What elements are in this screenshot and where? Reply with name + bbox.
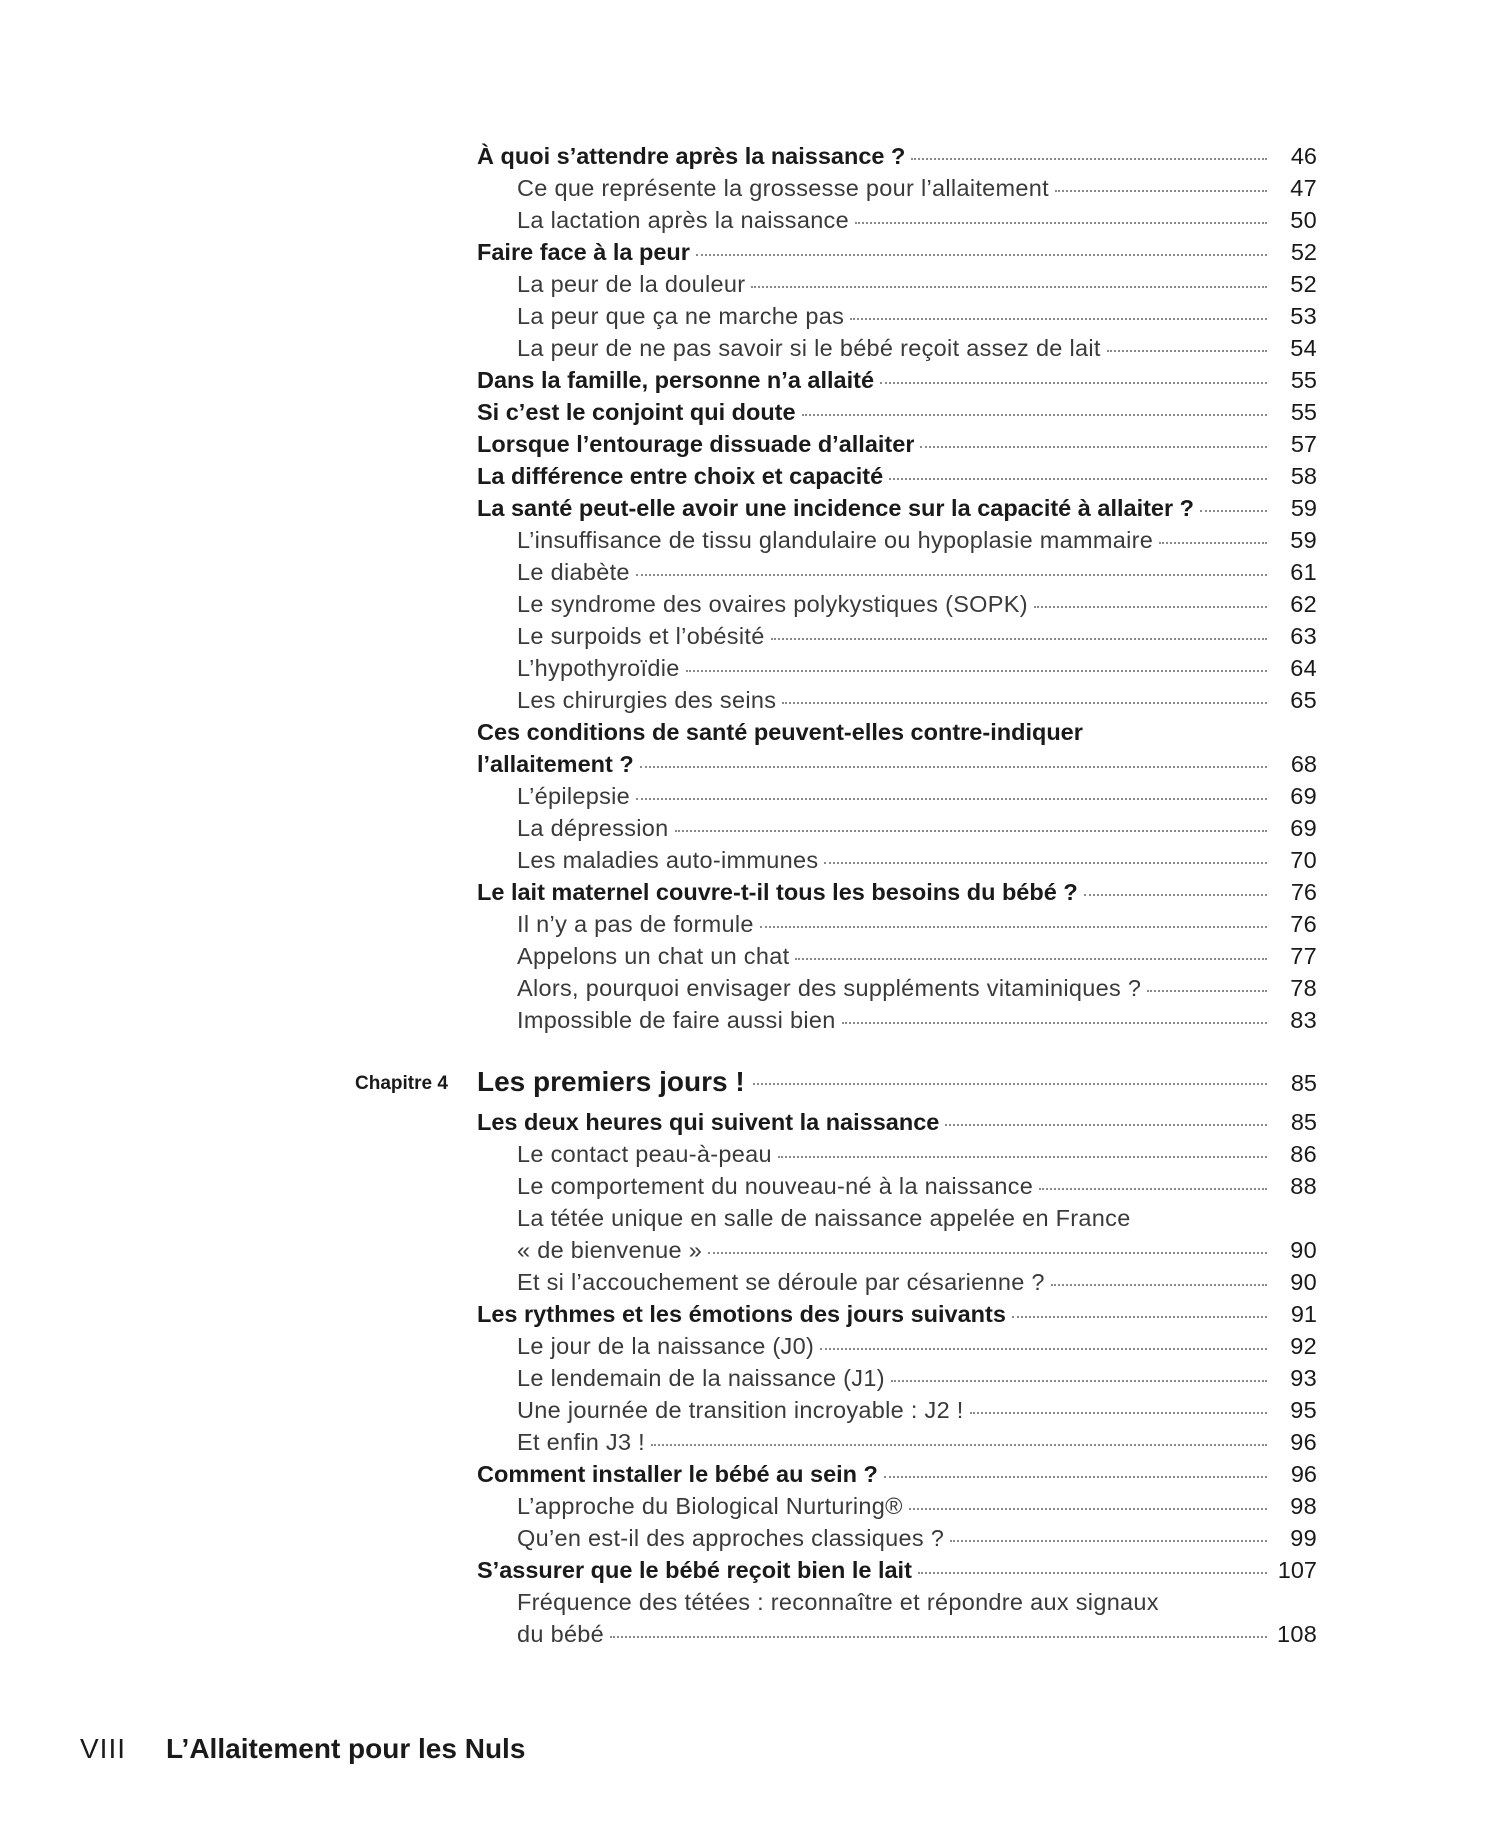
dot-leader [842, 1022, 1267, 1024]
chapter-number: Chapitre 4 [355, 1073, 448, 1094]
page-footer [80, 1733, 525, 1765]
toc-entry-label: La peur de ne pas savoir si le bébé reçoit assez de lait [517, 335, 1101, 361]
dot-leader [909, 1508, 1267, 1510]
toc-entry-page-number: 55 [1290, 399, 1317, 425]
toc-entry-page-number: 59 [1290, 527, 1317, 553]
toc-entry-label: L’hypothyroïdie [517, 655, 680, 681]
toc-entry-heading[interactable] [477, 1458, 1317, 1490]
toc-entry-page-number: 69 [1290, 815, 1317, 841]
toc-entry-heading[interactable] [477, 428, 1317, 460]
page-folio: VIII [80, 1733, 127, 1764]
toc-entry-label: Ces conditions de santé peuvent-elles contre-indiquer [477, 719, 1083, 745]
toc-entry-heading[interactable] [477, 1554, 1317, 1586]
dot-leader [782, 702, 1267, 704]
toc-entry-label: Et enfin J3 ! [517, 1429, 645, 1455]
toc-entry-label: Les deux heures qui suivent la naissance [477, 1109, 940, 1135]
dot-leader [970, 1412, 1267, 1414]
toc-entry-label: Le syndrome des ovaires polykystiques (SOPK) [517, 591, 1028, 617]
toc-entry-heading[interactable] [477, 1298, 1317, 1330]
toc-entry-page-number: 90 [1290, 1269, 1317, 1295]
toc-entry-page-number: 88 [1290, 1173, 1317, 1199]
toc-entry-heading[interactable] [477, 716, 1317, 748]
toc-entry-label: La tétée unique en salle de naissance appelée en France [517, 1205, 1131, 1231]
dot-leader [753, 1083, 1267, 1085]
dot-leader [920, 446, 1267, 448]
dot-leader [651, 1444, 1267, 1446]
toc-entry-subheading[interactable] [477, 300, 1317, 332]
dot-leader [1051, 1284, 1267, 1286]
toc-entry-page-number: 95 [1290, 1397, 1317, 1423]
toc-entry-label: Le contact peau-à-peau [517, 1141, 772, 1167]
toc-entry-label: Les chirurgies des seins [517, 687, 777, 713]
toc-entry-page-number: 96 [1290, 1429, 1317, 1455]
toc-entry-label: L’insuffisance de tissu glandulaire ou hypoplasie mammaire [517, 527, 1154, 553]
toc-entry-label: La dépression [517, 815, 669, 841]
dot-leader [855, 222, 1267, 224]
toc-entry-label: Le lait maternel couvre-t-il tous les besoins du bébé ? [477, 879, 1078, 905]
toc-entry-subheading[interactable] [477, 940, 1317, 972]
toc-entry-label: Comment installer le bébé au sein ? [477, 1461, 878, 1487]
toc-entry-subheading[interactable] [477, 268, 1317, 300]
table-of-contents [355, 140, 1318, 1650]
toc-entry-subheading[interactable] [477, 1170, 1317, 1202]
toc-entry-subheading[interactable] [477, 812, 1317, 844]
toc-entry-subheading[interactable] [477, 1004, 1317, 1036]
toc-entry-page-number: 68 [1290, 751, 1317, 777]
dot-leader [889, 478, 1267, 480]
toc-entry-label: Une journée de transition incroyable : J2 ! [517, 1397, 964, 1423]
dot-leader [850, 318, 1267, 320]
toc-entry-subheading[interactable] [477, 1330, 1317, 1362]
dot-leader [880, 382, 1267, 384]
toc-entry-label: Les maladies auto-immunes [517, 847, 819, 873]
toc-entry-subheading[interactable] [477, 908, 1317, 940]
dot-leader [708, 1252, 1267, 1254]
toc-entry-page-number: 63 [1290, 623, 1317, 649]
dot-leader [636, 798, 1267, 800]
dot-leader [1034, 606, 1267, 608]
dot-leader [1200, 510, 1267, 512]
dot-leader [802, 414, 1267, 416]
toc-entry-heading[interactable] [477, 364, 1317, 396]
toc-entry-subheading[interactable] [477, 1394, 1317, 1426]
toc-entry-label: Le surpoids et l’obésité [517, 623, 765, 649]
toc-entry-page-number: 90 [1290, 1237, 1317, 1263]
toc-entry-label: À quoi s’attendre après la naissance ? [477, 143, 906, 169]
toc-entry-subheading[interactable] [477, 1362, 1317, 1394]
toc-entry-label: Appelons un chat un chat [517, 943, 790, 969]
toc-entry-page-number: 54 [1290, 335, 1317, 361]
toc-entry-page-number: 55 [1290, 367, 1317, 393]
toc-entry-subheading[interactable] [477, 620, 1317, 652]
dot-leader [636, 574, 1267, 576]
toc-entry-heading[interactable] [477, 876, 1317, 908]
toc-entry-heading[interactable] [477, 748, 1317, 780]
toc-entry-page-number: 108 [1277, 1621, 1318, 1647]
toc-entry-subheading[interactable] [477, 780, 1317, 812]
dot-leader [884, 1476, 1267, 1478]
dot-leader [918, 1572, 1267, 1574]
toc-entry-label: Lorsque l’entourage dissuade d’allaiter [477, 431, 915, 457]
toc-entry-label: Le lendemain de la naissance (J1) [517, 1365, 885, 1391]
dot-leader [950, 1540, 1267, 1542]
toc-entry-subheading[interactable] [477, 1138, 1317, 1170]
toc-entry-subheading[interactable] [477, 1522, 1317, 1554]
dot-leader [1159, 542, 1267, 544]
toc-section-chapter-4 [477, 1106, 1317, 1650]
toc-entry-label: Qu’en est-il des approches classiques ? [517, 1525, 945, 1551]
toc-entry-label: La santé peut-elle avoir une incidence sur la capacité à allaiter ? [477, 495, 1195, 521]
toc-entry-page-number: 50 [1290, 207, 1317, 233]
toc-entry-subheading[interactable] [477, 972, 1317, 1004]
toc-entry-label: L’approche du Biological Nurturing® [517, 1493, 903, 1519]
toc-entry-page-number: 52 [1290, 271, 1317, 297]
toc-section-chapter-3 [477, 140, 1317, 1036]
toc-entry-label: Dans la famille, personne n’a allaité [477, 367, 875, 393]
toc-entry-label: La peur de la douleur [517, 271, 746, 297]
toc-entry-page-number: 96 [1290, 1461, 1317, 1487]
toc-entry-page-number: 76 [1290, 879, 1317, 905]
toc-entry-subheading[interactable] [477, 556, 1317, 588]
toc-entry-label: L’épilepsie [517, 783, 631, 809]
toc-entry-page-number: 92 [1290, 1333, 1317, 1359]
toc-entry-page-number: 78 [1290, 975, 1317, 1001]
dot-leader [1084, 894, 1267, 896]
dot-leader [945, 1124, 1267, 1126]
toc-entry-label: Et si l’accouchement se déroule par césarienne ? [517, 1269, 1045, 1295]
toc-entry-label: Fréquence des tétées : reconnaître et répondre aux signaux [517, 1589, 1159, 1615]
dot-leader [891, 1380, 1267, 1382]
toc-entry-page-number: 85 [1290, 1109, 1317, 1135]
toc-entry-subheading[interactable] [477, 652, 1317, 684]
toc-entry-label: Le comportement du nouveau-né à la naissance [517, 1173, 1034, 1199]
toc-entry-heading[interactable] [477, 1106, 1317, 1138]
toc-entry-page-number: 53 [1290, 303, 1317, 329]
toc-entry-subheading[interactable] [477, 1234, 1317, 1266]
toc-entry-page-number: 98 [1290, 1493, 1317, 1519]
toc-entry-label: Impossible de faire aussi bien [517, 1007, 836, 1033]
dot-leader [751, 286, 1267, 288]
toc-entry-page-number: 99 [1290, 1525, 1317, 1551]
dot-leader [610, 1636, 1267, 1638]
dot-leader [686, 670, 1267, 672]
toc-entry-label: Le diabète [517, 559, 630, 585]
toc-entry-page-number: 69 [1290, 783, 1317, 809]
toc-entry-label: l’allaitement ? [477, 751, 634, 777]
toc-entry-page-number: 58 [1290, 463, 1317, 489]
dot-leader [778, 1156, 1267, 1158]
toc-entry-label: du bébé [517, 1621, 605, 1647]
dot-leader [1147, 990, 1267, 992]
dot-leader [911, 158, 1267, 160]
toc-entry-page-number: 107 [1277, 1557, 1317, 1583]
dot-leader [696, 254, 1267, 256]
toc-entry-label: « de bienvenue » [517, 1237, 703, 1263]
toc-entry-label: Ce que représente la grossesse pour l’allaitement [517, 175, 1049, 201]
toc-entry-subheading[interactable] [477, 1586, 1317, 1618]
toc-entry-subheading[interactable] [477, 1618, 1317, 1650]
dot-leader [1055, 190, 1267, 192]
toc-entry-label: La peur que ça ne marche pas [517, 303, 845, 329]
toc-entry-subheading[interactable] [477, 588, 1317, 620]
toc-entry-page-number: 91 [1290, 1301, 1317, 1327]
dot-leader [1012, 1316, 1267, 1318]
toc-entry-heading[interactable] [477, 140, 1317, 172]
toc-entry-page-number: 76 [1290, 911, 1317, 937]
toc-entry-page-number: 57 [1290, 431, 1317, 457]
toc-entry-page-number: 47 [1290, 175, 1317, 201]
dot-leader [1107, 350, 1267, 352]
toc-entry-page-number: 70 [1290, 847, 1317, 873]
dot-leader [1039, 1188, 1267, 1190]
toc-entry-subheading[interactable] [477, 1426, 1317, 1458]
toc-entry-label: La lactation après la naissance [517, 207, 849, 233]
toc-entry-label: Le jour de la naissance (J0) [517, 1333, 815, 1359]
toc-entry-label: Faire face à la peur [477, 239, 690, 265]
toc-entry-page-number: 86 [1290, 1141, 1317, 1167]
toc-entry-page-number: 64 [1290, 655, 1317, 681]
toc-entry-subheading[interactable] [477, 524, 1317, 556]
toc-entry-subheading[interactable] [477, 204, 1317, 236]
toc-entry-page-number: 61 [1290, 559, 1317, 585]
toc-entry-label: Les rythmes et les émotions des jours suivants [477, 1301, 1006, 1327]
dot-leader [824, 862, 1267, 864]
dot-leader [771, 638, 1267, 640]
toc-entry-subheading[interactable] [477, 1202, 1317, 1234]
toc-entry-page-number: 59 [1290, 495, 1317, 521]
toc-entry-label: Si c’est le conjoint qui doute [477, 399, 796, 425]
toc-entry-subheading[interactable] [477, 684, 1317, 716]
chapter-title: Les premiers jours ! [477, 1066, 745, 1097]
toc-entry-heading[interactable] [477, 492, 1317, 524]
toc-entry-subheading[interactable] [477, 332, 1317, 364]
toc-entry-subheading[interactable] [477, 1266, 1317, 1298]
dot-leader [820, 1348, 1267, 1350]
toc-entry-label: La différence entre choix et capacité [477, 463, 884, 489]
toc-entry-heading[interactable] [477, 396, 1317, 428]
toc-entry-label: S’assurer que le bébé reçoit bien le lait [477, 1557, 912, 1583]
toc-entry-page-number: 77 [1290, 943, 1317, 969]
book-title: L’Allaitement pour les Nuls [166, 1733, 526, 1764]
toc-entry-label: Alors, pourquoi envisager des suppléments vitaminiques ? [517, 975, 1142, 1001]
toc-entry-page-number: 62 [1290, 591, 1317, 617]
dot-leader [795, 958, 1267, 960]
toc-entry-subheading[interactable] [477, 1490, 1317, 1522]
dot-leader [760, 926, 1267, 928]
toc-entry-label: Il n’y a pas de formule [517, 911, 754, 937]
toc-entry-subheading[interactable] [477, 172, 1317, 204]
chapter-heading[interactable] [355, 1062, 1317, 1102]
toc-entry-subheading[interactable] [477, 844, 1317, 876]
dot-leader [640, 766, 1267, 768]
toc-entry-heading[interactable] [477, 460, 1317, 492]
dot-leader [675, 830, 1267, 832]
toc-entry-page-number: 46 [1290, 143, 1317, 169]
toc-entry-heading[interactable] [477, 236, 1317, 268]
chapter-page-number: 85 [1290, 1070, 1317, 1096]
toc-entry-page-number: 83 [1290, 1007, 1317, 1033]
toc-entry-page-number: 65 [1290, 687, 1317, 713]
toc-entry-page-number: 52 [1290, 239, 1317, 265]
toc-entry-page-number: 93 [1290, 1365, 1317, 1391]
